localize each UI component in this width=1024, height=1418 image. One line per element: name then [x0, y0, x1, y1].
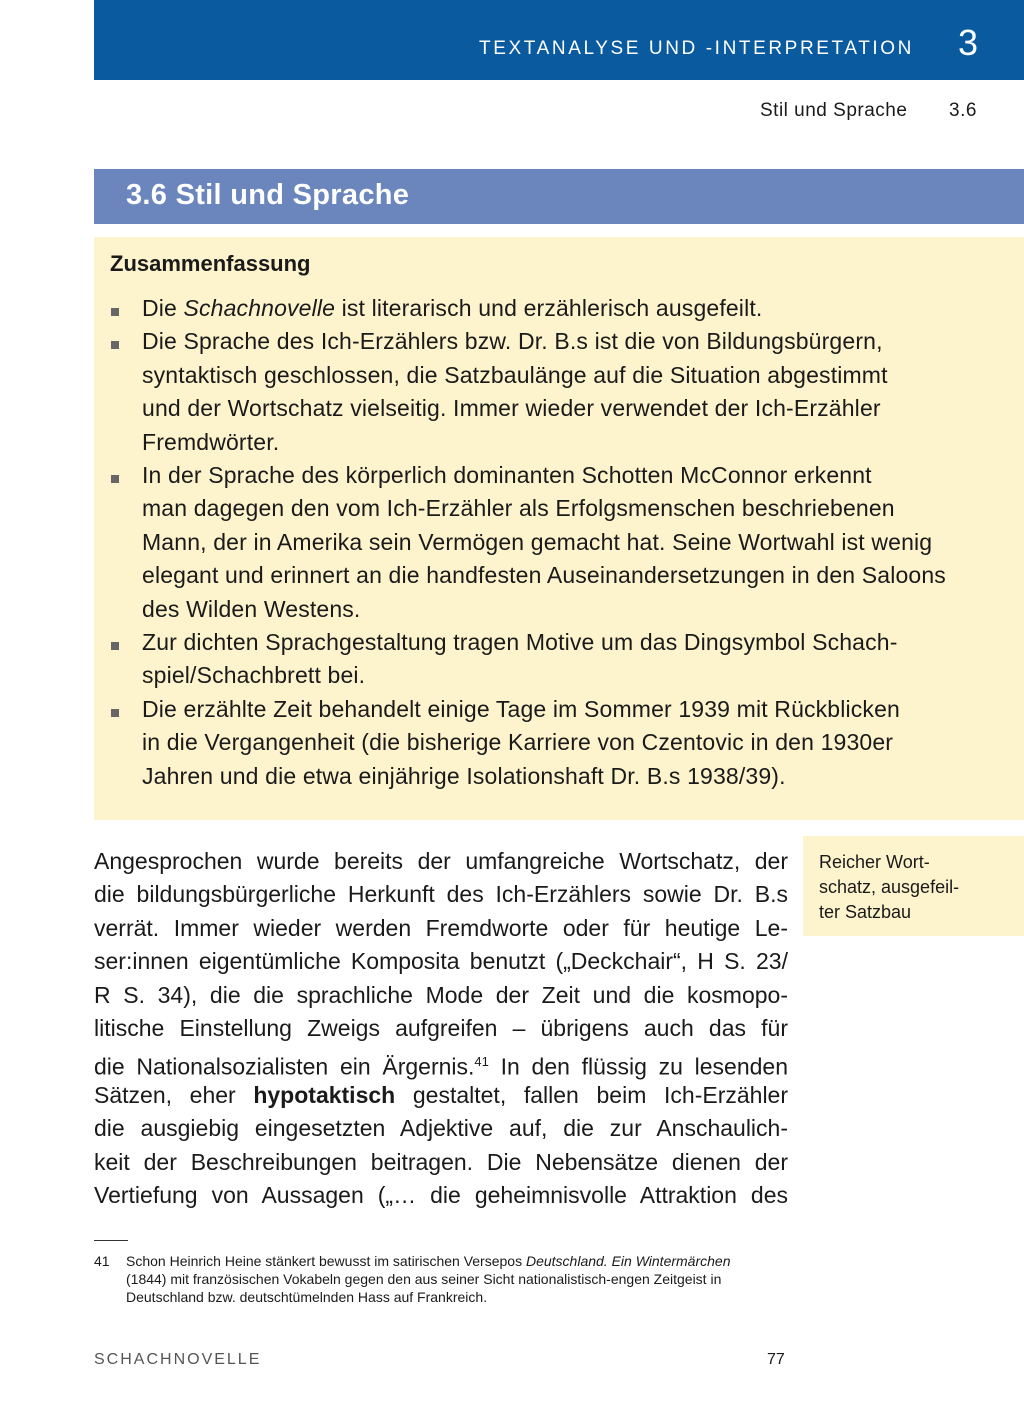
body-line: die ausgiebig eingesetzten Adjektive auf, die zur Anschaulich- — [94, 1115, 788, 1142]
footnote-line: (1844) mit französischen Vokabeln gegen den aus seiner Sicht nationalistisch-engen Zeitgeist in — [126, 1271, 722, 1287]
text: die Nationalsozialisten ein Ärgernis. — [94, 1054, 475, 1080]
footnote-line — [126, 1252, 731, 1270]
body-line: Angesprochen wurde bereits der umfangreiche Wortschatz, der — [94, 848, 788, 874]
book-title: Deutschland. Ein Wintermärchen — [525, 1253, 731, 1269]
chapter-number: 3 — [957, 22, 978, 63]
bullet-square-icon — [111, 308, 119, 316]
summary-line: In der Sprache des körperlich dominanten Schotten McConnor erkennt — [142, 462, 872, 488]
footnote-ref: 41 — [474, 1054, 489, 1070]
summary-line: des Wilden Westens. — [142, 595, 361, 622]
text: gestaltet, fallen beim Ich-Erzähler — [395, 1081, 788, 1108]
body-line: litische Einstellung Zweigs aufgreifen – übrigens auch das für — [94, 1014, 788, 1041]
summary-title: Zusammenfassung — [110, 251, 311, 276]
summary-line: Zur dichten Sprachgestaltung tragen Motive um das Dingsymbol Schach- — [142, 629, 898, 655]
summary-line: Mann, der in Amerika sein Vermögen gemacht hat. Seine Wortwahl ist wenig — [142, 528, 933, 555]
summary-line: man dagegen den vom Ich-Erzähler als Erfolgsmenschen beschriebenen — [142, 495, 895, 522]
italic-title: Schachnovelle — [183, 295, 336, 321]
summary-line: und der Wortschatz vielseitig. Immer wieder verwendet der Ich-Erzähler — [142, 395, 881, 422]
summary-line: Die erzählte Zeit behandelt einige Tage im Sommer 1939 mit Rückblicken — [142, 695, 900, 722]
margin-note-line: schatz, ausgefeil- — [819, 877, 960, 897]
body-line — [94, 1045, 788, 1078]
bold-term: hypotaktisch — [253, 1081, 396, 1108]
summary-line: spiel/Schachbrett bei. — [142, 662, 366, 689]
footnote-number: 41 — [94, 1253, 110, 1269]
text: Schon Heinrich Heine stänkert bewusst im satirischen Versepos — [126, 1253, 526, 1269]
text: ist literarisch und erzählerisch ausgefeilt. — [335, 295, 763, 321]
summary-line: elegant und erinnert an die handfesten Auseinandersetzungen in den Saloons — [142, 562, 946, 589]
bullet-square-icon — [111, 475, 119, 483]
summary-line: Die Sprache des Ich-Erzählers bzw. Dr. B.s ist die von Bildungsbürgern, — [142, 328, 883, 355]
summary-line: syntaktisch geschlossen, die Satzbaulänge auf die Situation abgestimmt — [142, 361, 888, 388]
body-line: ser:innen eigentümliche Komposita benutzt („Deckchair“, H S. 23/ — [94, 948, 788, 975]
margin-note-line: ter Satzbau — [819, 902, 912, 922]
chapter-header-bar — [94, 0, 1024, 80]
bullet-square-icon — [111, 642, 119, 650]
running-head-number: 3.6 — [949, 100, 977, 121]
body-text — [94, 845, 788, 1212]
text: Sätzen, eher — [94, 1081, 254, 1108]
page-number: 77 — [767, 1351, 785, 1368]
body-line: keit der Beschreibungen beitragen. Die Nebensätze dienen der — [94, 1148, 788, 1175]
summary-line: Jahren und die etwa einjährige Isolationshaft Dr. B.s 1938/39). — [142, 762, 786, 789]
summary-line: in die Vergangenheit (die bisherige Karriere von Czentovic in den 1930er — [142, 729, 894, 756]
summary-box — [94, 237, 1024, 820]
margin-note — [803, 836, 1024, 936]
running-head-title: Stil und Sprache — [760, 100, 908, 121]
text: In den flüssig zu lesenden — [488, 1054, 788, 1080]
footnote-line: Deutschland bzw. deutschtümelnden Hass auf Frankreich. — [126, 1289, 488, 1305]
summary-line — [142, 295, 762, 322]
chapter-title: TEXTANALYSE UND -INTERPRETATION — [479, 38, 914, 59]
section-heading — [94, 169, 1024, 224]
body-line: R S. 34), die die sprachliche Mode der Zeit und die kosmopo- — [94, 981, 788, 1008]
body-line: die bildungsbürgerliche Herkunft des Ich-Erzählers sowie Dr. B.s — [94, 881, 788, 908]
margin-note-line: Reicher Wort- — [819, 852, 930, 872]
text: Die — [142, 295, 184, 321]
summary-line: Fremdwörter. — [142, 428, 280, 455]
footer-book-title: SCHACHNOVELLE — [94, 1351, 262, 1368]
body-line: verrät. Immer wieder werden Fremdworte oder für heutige Le- — [94, 914, 788, 941]
bullet-square-icon — [111, 709, 119, 717]
footnote-rule — [94, 1240, 128, 1241]
body-line — [94, 1079, 788, 1112]
bullet-square-icon — [111, 341, 119, 349]
section-title: 3.6 Stil und Sprache — [126, 179, 410, 211]
body-line: Vertiefung von Aussagen („… die geheimnisvolle Attraktion des — [94, 1181, 788, 1208]
